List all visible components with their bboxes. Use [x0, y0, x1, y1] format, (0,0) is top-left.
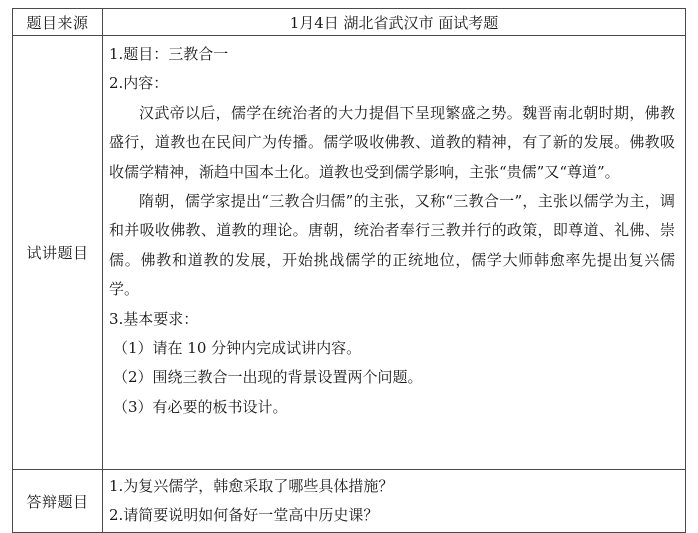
exam-table: [12, 8, 686, 533]
defense-question: 1.为复兴儒学，韩愈采取了哪些具体措施？: [109, 477, 394, 495]
requirements-heading: 3.基本要求：: [109, 309, 199, 328]
content-paragraph-2: 隋朝，儒学家提出“三教合归儒”的主张，又称“三教合一”，主张以儒学为主，调和并吸收佛教、道教的理论。唐朝，统治者奉行三教并行的政策，即尊道、礼佛、崇儒。佛教和道教的发展，开始挑战儒学的正统地位，儒学大师韩愈率先提出复兴儒学。: [109, 192, 675, 299]
requirement-item: （1）请在 10 分钟内完成试讲内容。: [113, 339, 362, 358]
content-paragraph-1: 汉武帝以后，儒学在统治者的大力提倡下呈现繁盛之势。魏晋南北朝时期，佛教盛行，道教也在民间广为传播。儒学吸收佛教、道教的精神，有了新的发展。佛教吸收儒学精神，渐趋中国本土化。道教也受到儒学影响，主张“贵儒”又“尊道”。: [109, 103, 675, 181]
source-row: [13, 9, 686, 36]
trial-content: [103, 36, 686, 470]
trial-label: 试讲题目: [13, 36, 103, 470]
exam-sheet: [12, 8, 686, 532]
requirement-item: （2）围绕三教合一出现的背景设置两个问题。: [113, 368, 423, 387]
defense-label: 答辩题目: [13, 470, 103, 533]
source-title: 1月4日 湖北省武汉市 面试考题: [103, 9, 686, 36]
content-heading: 2.内容：: [109, 74, 169, 93]
defense-row: [13, 470, 686, 533]
defense-question: 2.请简要说明如何备好一堂高中历史课？: [109, 506, 379, 524]
requirement-item: （3）有必要的板书设计。: [113, 397, 288, 416]
defense-content: [103, 470, 686, 533]
trial-topic: 1.题目：三教合一: [109, 45, 229, 63]
source-label: 题目来源: [13, 9, 103, 36]
trial-row: [13, 36, 686, 470]
